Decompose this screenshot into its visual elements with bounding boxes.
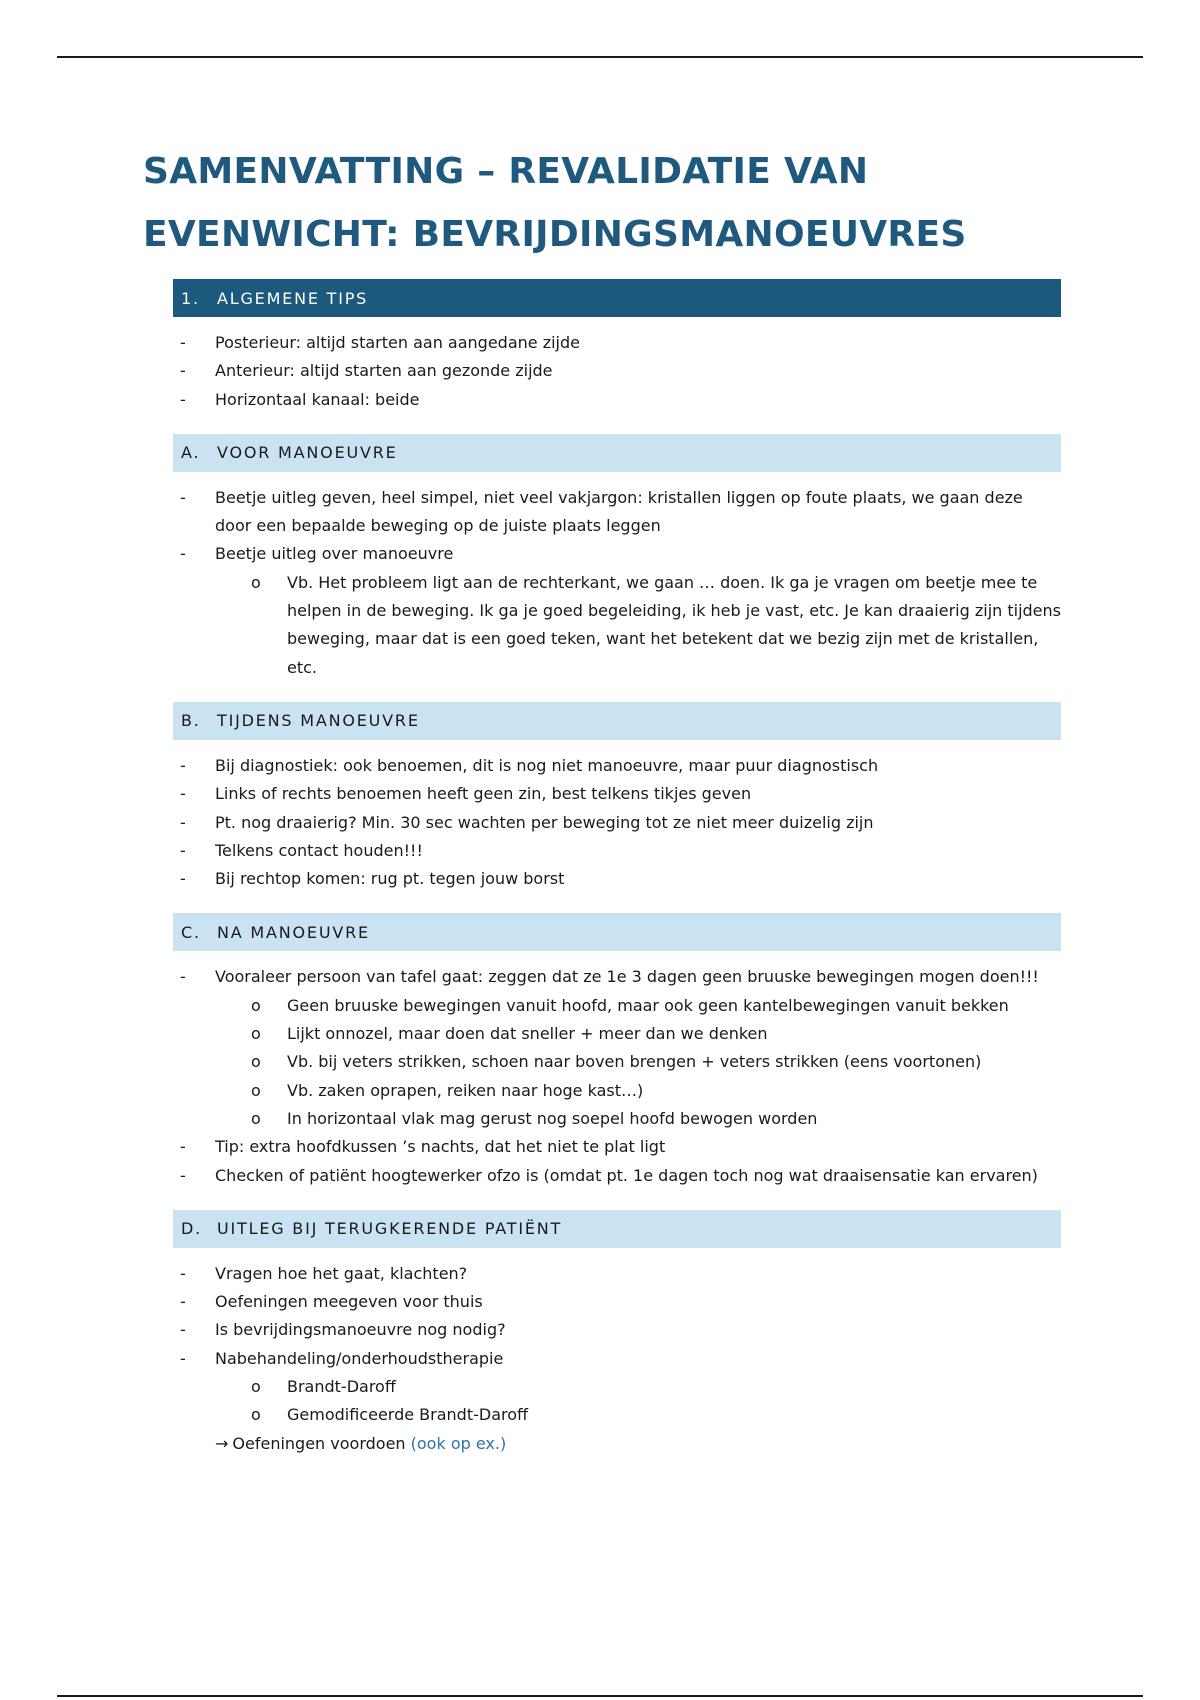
- list-item: - Telkens contact houden!!!: [173, 837, 1061, 865]
- list-item: - Bij diagnostiek: ook benoemen, dit is nog niet manoeuvre, maar puur diagnostisch: [173, 752, 1061, 780]
- section-list-terugkerende-patient: [173, 1260, 1061, 1430]
- section-label: UITLEG BIJ TERUGKERENDE PATIËNT: [217, 1219, 563, 1239]
- section-heading-algemene-tips: [173, 279, 1061, 317]
- bottom-rule: [57, 1695, 1143, 1697]
- section-number: C.: [181, 922, 201, 942]
- list-item: - Bij rechtop komen: rug pt. tegen jouw borst: [173, 865, 1061, 893]
- section-list-algemene-tips: [173, 329, 1061, 414]
- section-heading-na-manoeuvre: [173, 913, 1061, 951]
- list-item: - Links of rechts benoemen heeft geen zin, best telkens tikjes geven: [173, 780, 1061, 808]
- list-item: - Pt. nog draaierig? Min. 30 sec wachten per beweging tot ze niet meer duizelig zijn: [173, 809, 1061, 837]
- sub-list-item: o Vb. bij veters strikken, schoen naar boven brengen + veters strikken (eens voortonen): [173, 1048, 1061, 1076]
- title-line-1: SAMENVATTING – REVALIDATIE VAN: [143, 151, 869, 192]
- sub-list-item: o Lijkt onnozel, maar doen dat sneller + meer dan we denken: [173, 1020, 1061, 1048]
- list-item: - Beetje uitleg over manoeuvre: [173, 540, 1061, 568]
- list-item: - Checken of patiënt hoogtewerker ofzo is (omdat pt. 1e dagen toch nog wat draaisensatie kan ervaren): [173, 1162, 1061, 1190]
- section-heading-tijdens-manoeuvre: [173, 702, 1061, 740]
- arrow-right-icon: →: [215, 1433, 229, 1453]
- note-text: Oefeningen voordoen: [232, 1433, 406, 1453]
- section-number: D.: [181, 1219, 203, 1239]
- sub-list-item: o In horizontaal vlak mag gerust nog soepel hoofd bewogen worden: [173, 1105, 1061, 1133]
- list-item: - Nabehandeling/onderhoudstherapie: [173, 1345, 1061, 1373]
- section-heading-voor-manoeuvre: [173, 434, 1061, 472]
- sub-list-item: o Vb. Het probleem ligt aan de rechterkant, we gaan … doen. Ik ga je vragen om beetje mee te helpen in de beweging. Ik ga je goed begeleiding, ik heb je vast, etc. Je kan draaierig zijn tijdens beweging, maar dat is een goed teken, want het betekent dat we bezig zijn met de kristallen, etc.: [173, 569, 1061, 682]
- section-label: TIJDENS MANOEUVRE: [217, 711, 420, 731]
- list-item: - Is bevrijdingsmanoeuvre nog nodig?: [173, 1316, 1061, 1344]
- section-list-voor-manoeuvre: [173, 484, 1061, 682]
- list-item: - Posterieur: altijd starten aan aangedane zijde: [173, 329, 1061, 357]
- list-item: - Tip: extra hoofdkussen ’s nachts, dat het niet te plat ligt: [173, 1133, 1061, 1161]
- sub-list-item: o Geen bruuske bewegingen vanuit hoofd, maar ook geen kantelbewegingen vanuit bekken: [173, 992, 1061, 1020]
- list-item: - Oefeningen meegeven voor thuis: [173, 1288, 1061, 1316]
- document-body: [173, 279, 1061, 1458]
- list-item: - Anterieur: altijd starten aan gezonde zijde: [173, 357, 1061, 385]
- section-heading-terugkerende-patient: [173, 1210, 1061, 1248]
- list-item: - Horizontaal kanaal: beide: [173, 386, 1061, 414]
- section-number: B.: [181, 711, 201, 731]
- document-title: [143, 140, 1083, 266]
- section-number: 1.: [181, 288, 200, 308]
- title-line-2: EVENWICHT: BEVRIJDINGSMANOEUVRES: [143, 214, 967, 255]
- note-accent: (ook op ex.): [410, 1433, 507, 1453]
- section-label: NA MANOEUVRE: [217, 922, 370, 942]
- sub-list-item: o Brandt-Daroff: [173, 1373, 1061, 1401]
- sub-list-item: o Vb. zaken oprapen, reiken naar hoge kast…): [173, 1077, 1061, 1105]
- section-label: VOOR MANOEUVRE: [217, 443, 398, 463]
- section-list-na-manoeuvre: [173, 963, 1061, 1189]
- list-item: - Vooraleer persoon van tafel gaat: zeggen dat ze 1e 3 dagen geen bruuske bewegingen mogen doen!!!: [173, 963, 1061, 991]
- list-item: - Beetje uitleg geven, heel simpel, niet veel vakjargon: kristallen liggen op foute plaats, we gaan deze door een bepaalde beweging op de juiste plaats leggen: [173, 484, 1061, 541]
- section-label: ALGEMENE TIPS: [217, 288, 369, 308]
- exercise-note: [173, 1430, 1061, 1458]
- sub-list-item: o Gemodificeerde Brandt-Daroff: [173, 1401, 1061, 1429]
- list-item: - Vragen hoe het gaat, klachten?: [173, 1260, 1061, 1288]
- section-list-tijdens-manoeuvre: [173, 752, 1061, 893]
- section-number: A.: [181, 443, 201, 463]
- top-rule: [57, 56, 1143, 58]
